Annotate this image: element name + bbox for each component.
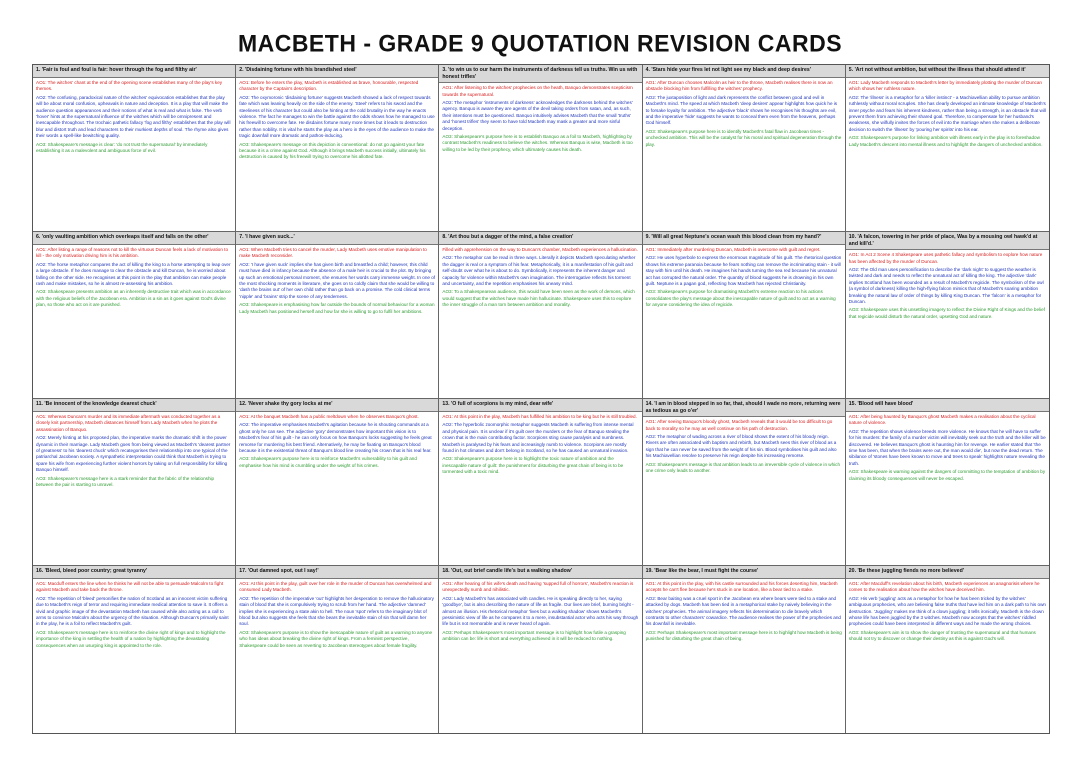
card-body <box>846 78 1049 231</box>
ao3-text: AO3: Shakespeare's purpose here is to highlight the toxic nature of ambition and the inescapable nature of guilt: the punishment for disturbing the great chain of being is to be tormented with a toxic mind. <box>442 456 624 475</box>
ao2-text: AO2: The Old man uses personification to describe the 'dark night' to suggest the weather is twisted and dark and needs to reflect the unnatural act of killing the king. The adjective 'dark' implies Scotland has been wounded as a result of Macbeth's regicide. The symbolism of the owl (a symbol of darkness) killing the high-flying falcon mimics that of Macbeth's soaring ambition breaking the natural law of order of things by killing King Duncan. The 'falcon' is a metaphor for Duncan. <box>848 267 1044 305</box>
revision-card <box>439 399 642 566</box>
card-quote: 11. 'Be innocent of the knowledge dearest chuck' <box>33 399 235 412</box>
revision-card-grid <box>32 64 1050 734</box>
ao3-text: AO3: Shakespeare's purpose here is to reinforce Macbeth's vulnerability to his guilt and emphasise how his mind is crumbling under the weight of his crimes. <box>239 456 417 468</box>
card-body <box>33 412 235 565</box>
ao2-text: AO2: Lady Macbeth's has associated with candles. He is speaking directly to her, saying 'goodbye', but is also describing the nature of life as fragile. Our lives are brief, burning bright - almost an illusion. His rhetorical metaphor 'lives but a walking shadow' shows Macbeth's pessimistic view of life as he compares it to a mere, insubstantial actor who acts his way through life but is not memorable and is never heard of again. <box>442 595 639 627</box>
ao1-text: Filled with apprehension on the way to Duncan's chamber, Macbeth experiences a hallucination. <box>442 247 638 252</box>
card-body <box>439 245 641 398</box>
card-body <box>643 78 845 231</box>
ao1-text: AO1: After listening to the witches' prophecies on the heath, Banquo demonstrates scepticism towards the supernatural. <box>442 85 633 97</box>
card-quote: 19. 'Bear like the bear, I must fight the course' <box>643 566 845 579</box>
ao2-text: AO2: The repetition of 'bleed' personifies the nation of Scotland as an innocent victim suffering due to Macbeth's reign of terror and requiring immediate medical attention to save it. It offers a vivid and graphic image of the devastation Macbeth has caused while also acting as a call to arms to convince Malcolm about the urgency of the situation. Although Duncan's primarily saint in the play, he is a foil to reflect Macbeth's guilt. <box>36 595 229 627</box>
ao2-text: AO2: The imperative emphasises Macbeth's agitation because he is shouting commands at a ghost only he can see. The adjective 'gory' demonstrates how important this vision is to Macbeth's fear of his guilt - he can only focus on how Banquo's locks suggesting he feels great remorse for murdering his best friend. Alternatively, he may be fixating on Banquo's blood because it is the existential threat of Banquo's blood line creating his crown that is his real fear. <box>239 422 432 454</box>
revision-card <box>643 399 846 566</box>
ao3-text: AO3: Shakespeare's purpose is to show the inescapable nature of guilt as a warning to anyone who has ideas about breaking the divine right of kings. From a feminist perspective, Shakespeare could be seen as reverting to Jacobean stereotypes about female fragility. <box>239 629 433 648</box>
ao1-text: AO1: Immediately after murdering Duncan, Macbeth is overcome with guilt and regret. <box>645 247 821 252</box>
ao1-text: AO1: Lady Macbeth responds to Macbeth's letter by immediately plotting the murder of Duncan which shows her ruthless nature. <box>848 80 1042 92</box>
ao1-text: AO1: Macduff enters the line when he thinks he will not be able to persuade Malcolm to fight against Macbeth and take back the throne. <box>36 581 224 593</box>
ao3-text: AO3: Shakespeare's message here is a stark reminder that the fabric of the relationship between the pair is starting to unravel. <box>36 475 215 488</box>
revision-card <box>846 566 1049 733</box>
revision-card <box>643 65 846 232</box>
card-body <box>236 78 438 231</box>
card-quote: 12. 'Never shake thy gory locks at me' <box>236 399 438 412</box>
revision-card <box>33 232 236 399</box>
card-quote: 18. 'Out, out brief candle life's but a walking shadow' <box>439 566 641 579</box>
revision-card <box>643 566 846 733</box>
card-body <box>643 245 845 398</box>
ao2-text: AO2: 'I have given suck' implies she has given birth and breastfed a child; however, this child must have died in infancy because the absence of a male heir is crucial to the plot. By bringing up such an emotional personal moment, she ensures her words carry immense weight. In one of the most shocking moments in literature, she goes on to coldly claim that she would be willing to 'dash the brains out' of her own child rather than go back on a promise. The cold clinical terms 'nipple' and 'brains' strip the scene of any tenderness. <box>239 261 436 299</box>
ao1-text: AO1: After listing a range of reasons not to kill the virtuous Duncan feels a lack of motivation to kill - the only motivation driving him is his ambition. <box>36 247 229 259</box>
ao1-text: AO1: After being haunted by Banquo's ghost Macbeth makes a realisation about the cyclical nature of violence. <box>848 414 1036 426</box>
ao1-text: AO1: Before he enters the play, Macbeth is established as brave, honourable, respected character by the Captain's description. <box>239 80 419 92</box>
ao3-text: AO3: Shakespeare is warning against the dangers of committing to the temptation of ambition by claiming its bloody consequences will never be escaped. <box>848 469 1046 481</box>
ao1-text: AO1: At this point in the play, with his castle surrounded and his forces deserting him, Macbeth accepts he can't flee because he's stuck in one location, like a bear tied to a stake. <box>645 581 838 593</box>
ao2-text: AO2: The repetition of the imperative 'out' highlights her desperation to remove the hallucinatory stain of blood that she is compulsively trying to scrub from her hand. The adjective 'damned' implies she is experiencing a state akin to hell. The noun 'spot' refers to the imaginary blot of blood but also suggests she feels that she bears the inevitable stain of sin that will damn her soul. <box>239 595 434 627</box>
ao2-text: AO2: Merely hinting at his proposed plan, the imperative marks the dramatic shift in the power dynamic in their marriage. Lady Macbeth goes from being viewed as Macbeth's 'dearest partner of greatness' to his 'dearest chuck' which recategorises their relationship into one typical of the patriarchal Jacobean society. A sympathetic interpretation could think that Macbeth is trying to spare his wife from experiencing further violent horrors by taking on full responsibility for killing Banquo himself. <box>36 435 231 473</box>
ao3-text: AO3: Shakespeare's message is that ambition leads to an irreversible cycle of violence in which one crime only leads to another. <box>645 461 841 474</box>
ao1-text: AO1: The witches' chant at the end of the opening scene establishes many of the play's key themes. <box>36 80 223 92</box>
revision-card <box>236 566 439 733</box>
card-quote: 15. 'Blood will have blood' <box>846 399 1049 412</box>
ao2-text: AO2: His verb 'juggling' acts as a metaphor for how he has been tricked by the witches' ambiguous prophecies, who are believing false truths that have led him on a dark path to his own destruction. 'Juggling' makes me think of a clown juggling; it tells ironically, Macbeth is the clown whose life has been juggled by the 3 witches. Macbeth now accepts that the witches' riddled prophecies could have been interpreted in different ways and he made the wrong choices. <box>848 595 1046 627</box>
ao2-text: AO2: The 'illness' is a metaphor for a 'killer instinct' - a Machiavellian ability to pursue ambition ruthlessly without moral scruples. She has clearly developed an intimate knowledge of Macbeth's inner psyche and fears his inherent kindness, rather than being a strength, is an obstacle that will prevent them from achieving their shared goal. Therefore, to compensate for her husband's weakness, she wilfully invites the forces of evil into the marriage when she makes a deliberate decision to switch the 'illness' by 'pouring her spirits' into his ear. <box>848 94 1046 132</box>
card-quote: 20. 'Be these juggling fiends no more believed' <box>846 566 1049 579</box>
card-body <box>33 245 235 398</box>
card-quote: 8. 'Art thou but a dagger of the mind, a false creation' <box>439 232 641 245</box>
card-body <box>846 412 1049 565</box>
revision-card <box>846 65 1049 232</box>
card-quote: 16. 'Bleed, bleed poor country; great tyranny' <box>33 566 235 579</box>
ao2-text: AO2: The metaphor 'instruments of darkness' acknowledges the darkness behind the witches' agency. Banquo is aware they are agents of the devil taking orders from satan, and, as such, their intentions must be questioned. Banquo intuitively advises Macbeth that the small 'truths' and 'honest trifles' they seem to have told Macbeth may mask a greater and more sinful deception. <box>442 100 633 131</box>
card-body <box>643 417 845 565</box>
ao3-text: AO3: To a Shakespearean audience, this would have been seen as the work of demons, which would suggest that the witches have made him hallucinate. Shakespeare uses this to explore the inner struggle of a man torn between ambition and morality. <box>442 289 635 308</box>
card-body <box>33 579 235 733</box>
card-quote: 5. 'Art not without ambition, but without the illness that should attend it' <box>846 65 1049 78</box>
card-body <box>236 412 438 565</box>
ao3-text: AO3: Shakespeare's purpose here is to identify Macbeth's fatal flaw in Jacobean times - unchecked ambition. This will be the catalyst for his moral and spiritual degeneration through the play. <box>645 128 842 147</box>
card-body <box>846 250 1049 398</box>
card-body <box>643 579 845 733</box>
ao2-text: AO2: The horse metaphor compares the act of killing the king to a horse attempting to leap over a large obstacle. If he does manage to clear the obstacle and kill Duncan, he is worried about falling on the other side. He recognises at this point in the play that ambition can make people rash and make mistakes, so he is almost re-assessing his ambition. <box>36 261 231 287</box>
ao3-text: AO3: Shakespeare's purpose here is to establish Banquo as a foil to Macbeth, highlighting by contrast Macbeth's readiness to believe the witches. Whereas Banquo is wise, Macbeth is too willing to be led by their prophecy, which ultimately causes his death. <box>442 134 633 152</box>
revision-card <box>236 65 439 232</box>
ao2-text: AO2: The hyperbolic zoomorphic metaphor suggests Macbeth is suffering from intense mental and physical pain. It is unclear if it's guilt over the murders or the fear of Banquo stealing the crown that is the main contributing factor. Scorpions sting cause paralysis and numbness. Macbeth is paralysed by his fears and increasingly numb to violence. Scorpions are mostly found in hot climates and don't belong in Scotland, so he has caused an unnatural invasion. <box>442 422 634 454</box>
revision-card <box>439 65 642 232</box>
revision-card <box>33 399 236 566</box>
ao3-text: AO3: Shakespeare's message on this depiction is conventional: do not go against your fate because it is a crime against God. Although it brings Macbeth success initially, ultimately his destruction is caused by his freewill trying to overcome his allotted fate. <box>239 141 426 160</box>
card-quote: 4. 'Stars hide your fires let not light see my black and deep desires' <box>643 65 845 78</box>
card-body <box>439 83 641 231</box>
ao2-text: AO2: The repetition shows violence breeds more violence. He knows that he will have to suffer for his murders: the family of a murder victim will inevitably seek out the truth and the killer will be discovered. He believes Banquo's ghost is haunting him for revenge. He earlier stated that 'the time has been, that when the brains were out, the man would die', but now the dead return. The sibilance of 'stones have been known to move and trees to speak' highlights nature revealing the truth. <box>848 428 1046 466</box>
card-body <box>439 579 641 733</box>
card-quote: 6. 'only vaulting ambition which overleaps itself and falls on the other' <box>33 232 235 245</box>
ao3-text: AO3: Shakespeare is emphasising how far outside the bounds of normal behaviour for a woman Lady Macbeth has positioned herself and how far she is willing to go to fulfil her ambitions. <box>239 302 435 314</box>
revision-card <box>846 399 1049 566</box>
card-body <box>846 579 1049 733</box>
ao1-text: AO1: When Macbeth tries to cancel the murder, Lady Macbeth uses emotive manipulation to make Macbeth reconsider. <box>239 247 427 259</box>
revision-card <box>439 566 642 733</box>
card-quote: 7. 'I have given suck...' <box>236 232 438 245</box>
card-body <box>439 412 641 565</box>
revision-card <box>439 232 642 399</box>
ao2-text: AO2: He uses hyperbole to express the enormous magnitude of his guilt. The rhetorical question shows his extreme paranoia because he fears nothing can remove the incriminating stain - it will stay with him until his death. He imagines his hands turning the sea red because his unnatural act has corrupted the natural order. The quantity of blood suggests he is drowning in his own guilt. Neptune is a pagan god, reflecting how Macbeth has rejected Christianity. <box>645 255 842 287</box>
ao1-text: AO1: After Macduff's revelation about his birth, Macbeth experiences an anagnorisis where he comes to the realisation about how the witches have deceived him. <box>848 581 1040 593</box>
card-quote: 9. 'Will all great Neptune's ocean wash this blood clean from my hand?' <box>643 232 845 245</box>
revision-card <box>236 232 439 399</box>
ao3-text: AO3: Perhaps Shakespeare's most important message is to highlight how futile a grasping ambition can be: life is short and everything achieved in it will be reduced to nothing. <box>442 629 626 642</box>
card-quote: 1. 'Fair is foul and foul is fair: hover through the fog and filthy air' <box>33 65 235 78</box>
ao1-text: AO1: After hearing of his wife's death and having 'supped full of horrors', Macbeth's reaction is unexpectedly numb and nihilistic. <box>442 581 634 593</box>
revision-card <box>33 65 236 232</box>
ao2-text: AO2: The juxtaposition of light and dark represents the conflict between good and evil in Macbeth's mind. The speed at which Macbeth 'deep desires' appear highlights how quick he is to forsake loyalty for ambition. The adjective 'black' shows he recognises his thoughts are evil, and the imperative 'hide' suggests he wants to conceal them even from the heavens, perhaps God himself. <box>645 94 838 126</box>
ao2-text: AO2: The metaphor of wading across a river of blood shows the extent of his bloody reign. Rivers are often associated with baptism and rebirth, but Macbeth sees this river of blood as a sign that he can never be saved from the weight of his sin. Blood symbolises his guilt and also his Machiavellian resolve to preserve his reign despite his increasing remorse. <box>645 434 837 459</box>
ao1-text: AO1: After Duncan chooses Malcolm as heir to the throne, Macbeth realises there is now an obstacle blocking him from fulfilling the witches' prophecy. <box>645 80 833 92</box>
ao3-text: AO3: Shakespeare presents ambition as an inherently destructive trait which was in accordance with the religious beliefs of the Jacobean era. Ambition is a sin as it goes against God's divine plan, so those who act on it are punished. <box>36 289 231 308</box>
revision-card <box>846 232 1049 399</box>
ao2-text: AO2: The oxymoronic 'disdaining fortune' suggests Macbeth showed a lack of respect towards fate which was leaning heavily on the side of the enemy. 'Steel' refers to his sword and the steeliness of his character but could also be hinting at the cold brutality in the way he enacts violence. The fact he manages to win the battle against the odds shows how he managed to use his freewill to overcome fate. He disdains fortune many more times but it leads to destruction rather than nobility. It is vital he starts the play as a hero in the eyes of the audience to make the tragic downfall more dramatic and pathos-inducing. <box>239 94 435 139</box>
ao3-text: AO3: Shakespeare's message here is to reinforce the divine right of kings and to highlight the importance of the king in settling the health of a nation by highlighting the devastating consequences when an usurping king is appointed to the role. <box>36 629 226 648</box>
card-body <box>236 579 438 733</box>
ao2-text: AO2: The confusing, paradoxical nature of the witches' equivocation establishes that the play will be about moral confusion, upheavals in nature and deception. It is a play that will make the audience question appearances and their notions of what is real and what is false. The verb 'hover' hints at the supernatural influence of the witches which will be omnipresent and inescapable throughout. The trochaic pathetic fallacy 'fog and filthy' establishes that the play will blur and distort truth and lead characters to their murkiest depths of soul. The rhyme also gives their words a spell-like bewitching quality. <box>36 94 231 139</box>
card-body <box>33 78 235 231</box>
ao3-text: AO3: Shakespeare's purpose for dramatising Macbeth's extreme reaction to his actions consolidates the play's message about the inescapable nature of guilt and to act as a warning for anyone considering the idea of regicide. <box>645 289 836 308</box>
ao1-text: AO1: At the banquet Macbeth has a public meltdown when he observes Banquo's ghost. <box>239 414 419 419</box>
ao3-text: AO3: Shakespeare uses this unsettling imagery to reflect the Divine Right of Kings and the belief that regicide would disturb the natural order, upsetting God and nature. <box>848 307 1045 319</box>
ao1-text: AO1: At this point in the play, guilt over her role in the murder of Duncan has overwhelmed and consumed Lady Macbeth. <box>239 581 432 593</box>
card-body <box>236 245 438 398</box>
card-quote: 14. 'I am in blood stepped in so far, that, should I wade no more, returning were as tedious as go o'er' <box>643 399 845 417</box>
ao3-text: AO3: Shakespeare's purpose for linking ambition with illness early in the play is to foreshadow Lady Macbeth's descent into mental illness and to highlight the dangers of unchecked ambition. <box>848 135 1043 147</box>
revision-card <box>236 399 439 566</box>
card-quote: 3. 'to win us to our harm the instruments of darkness tell us truths. Win us with honest trifles' <box>439 65 641 83</box>
card-quote: 2. 'Disdaining fortune with his brandished steel' <box>236 65 438 78</box>
ao3-text: AO3: Shakespeare's message is clear: 'do not trust the supernatural' by immediately establishing it as a malevolent and ambiguous force of evil. <box>36 141 208 154</box>
card-quote: 13. 'O full of scorpions is my mind, dear wife' <box>439 399 641 412</box>
ao1-text: AO1: After seeing Banquo's bloody ghost, Macbeth reveals that it would be too difficult to go back to morality so he may as well continue on his path of destruction. <box>645 419 833 431</box>
ao3-text: AO3: Perhaps Shakespeare's most important message here is to highlight how Macbeth is being punished for disturbing the great chain of being. <box>645 629 842 642</box>
ao1-text: AO1: At this point in the play, Macbeth has fulfilled his ambition to be king but he is still troubled. <box>442 414 637 419</box>
page-title: MACBETH - GRADE 9 QUOTATION REVISION CARDS <box>237 29 843 57</box>
ao1-text: AO1: In Act 2 Scene 4 Shakespeare uses pathetic fallacy and symbolism to explore how nature has been affected by the murder of Duncan. <box>848 252 1043 264</box>
card-quote: 17. 'Out damned spot, out I say!' <box>236 566 438 579</box>
card-quote: 10. 'A falcon, towering in her pride of place, Was by a mousing owl hawk'd at and kill'd.' <box>846 232 1049 250</box>
ao2-text: AO2: The metaphor can be read in three ways. Literally it depicts Macbeth speculating whether the dagger is real or a symptom of his fear. Metaphorically, it is a manifestation of his guilt and self-doubt over what he is about to do. Symbolically, it represents the inherent danger and capacity for violence within Macbeth's own imagination. The interrogative reflects his torment and uncertainty, and the repetition emphasises his uneasy mind. <box>442 255 636 287</box>
ao3-text: AO3: Shakespeare's aim is to show the danger of trusting the supernatural and that humans should not try to discover or change their destiny as this is against God's will. <box>848 629 1036 642</box>
ao2-text: AO2: Bear baiting was a cruel sport in the Jacobean era where bears were tied to a stake and attacked by dogs. Macbeth has been tied in a metaphorical stake by naively believing in the witches' prophecies. The animal imagery reflects his determination to die bravely which contrasts to other characters' cowardice. The audience realises the power of the prophecies and his downfall is inevitable. <box>645 595 841 627</box>
revision-card <box>643 232 846 399</box>
revision-card <box>33 566 236 733</box>
ao1-text: AO1: Whereas Duncan's murder and its immediate aftermath was conducted together as a closely knit partnership, Macbeth distances himself from Lady Macbeth when he plots the assassination of Banquo. <box>36 414 221 432</box>
